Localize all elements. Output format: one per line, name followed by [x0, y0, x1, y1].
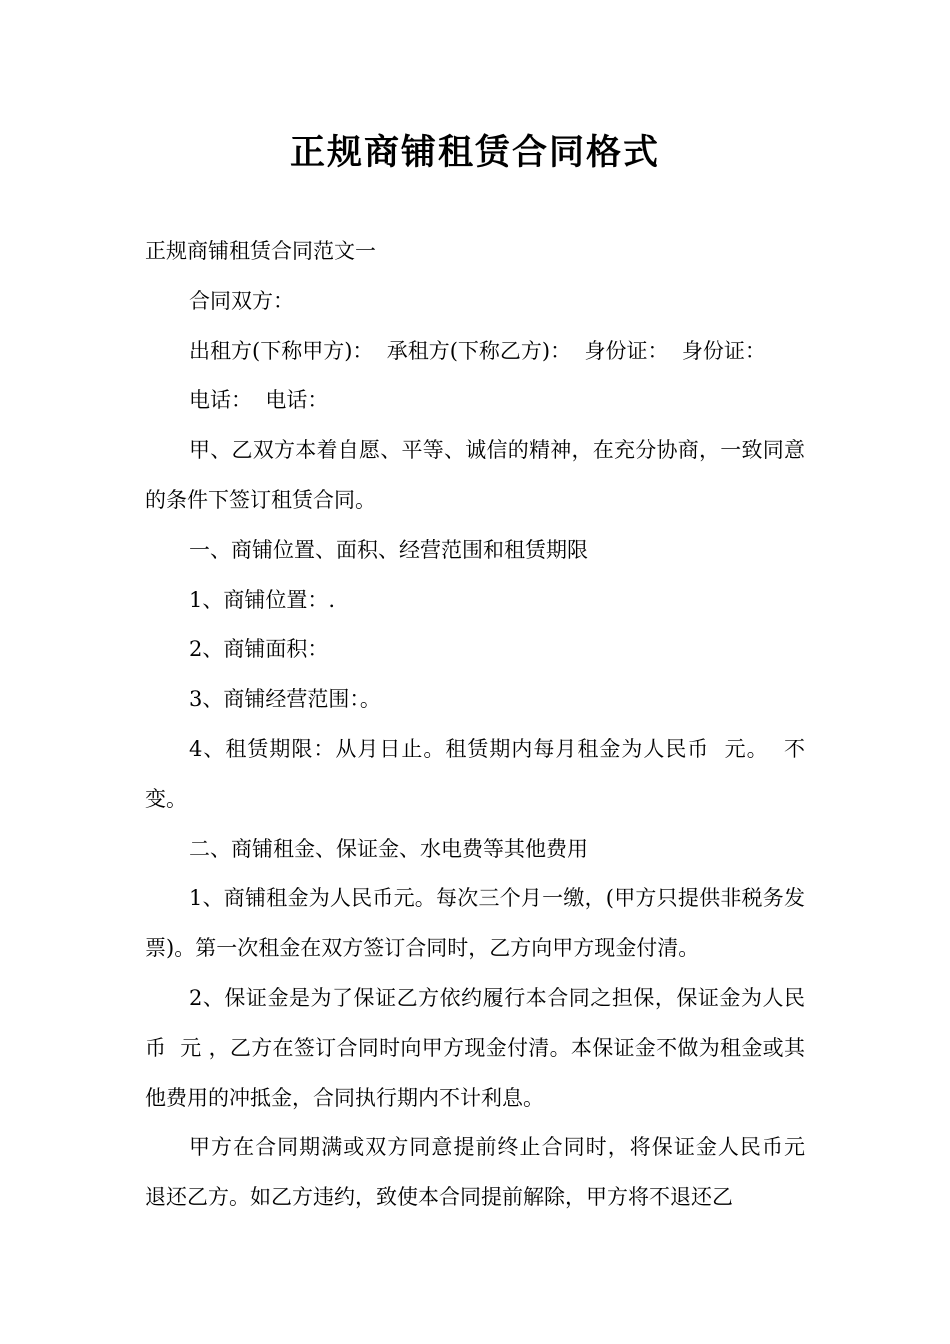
- paragraph: 出租方(下称甲方)： 承租方(下称乙方)： 身份证： 身份证：: [189, 338, 766, 363]
- paragraph: 1、商铺租金为人民币元。每次三个月一缴，(甲方只提供非税务发票)。第一次租金在双方签订合同时，乙方向甲方现金付清。: [145, 886, 805, 961]
- paragraph: 1、商铺位置：.: [189, 587, 336, 612]
- document-body: [145, 227, 819, 1223]
- paragraph: 甲、乙双方本着自愿、平等、诚信的精神，在充分协商，一致同意的条件下签订租赁合同。: [145, 438, 805, 512]
- paragraph: 电话： 电话：: [189, 388, 329, 413]
- paragraph: 2、商铺面积：: [189, 637, 329, 662]
- clause-heading: 二、商铺租金、保证金、水电费等其他费用: [189, 836, 588, 861]
- paragraph: 甲方在合同期满或双方同意提前终止合同时，将保证金人民币元 退还乙方。如乙方违约，致使本合同提前解除，甲方将不退还乙: [145, 1135, 819, 1210]
- document-title: 正规商铺租赁合同格式: [289, 133, 660, 173]
- paragraph: 合同双方：: [189, 288, 294, 313]
- paragraph: 2、保证金是为了保证乙方依约履行本合同之担保，保证金为人民币 元 ，乙方在签订合同时向甲方现金付清。本保证金不做为租金或其他费用的冲抵金，合同执行期内不计利息。: [145, 985, 805, 1110]
- paragraph: 4、租赁期限：从月日止。租赁期内每月租金为人民币 元。 不变。: [145, 736, 805, 811]
- clause-heading: 一、商铺位置、面积、经营范围和租赁期限: [189, 537, 588, 562]
- section-heading: 正规商铺租赁合同范文一: [145, 239, 376, 263]
- paragraph: 3、商铺经营范围：。: [189, 687, 381, 712]
